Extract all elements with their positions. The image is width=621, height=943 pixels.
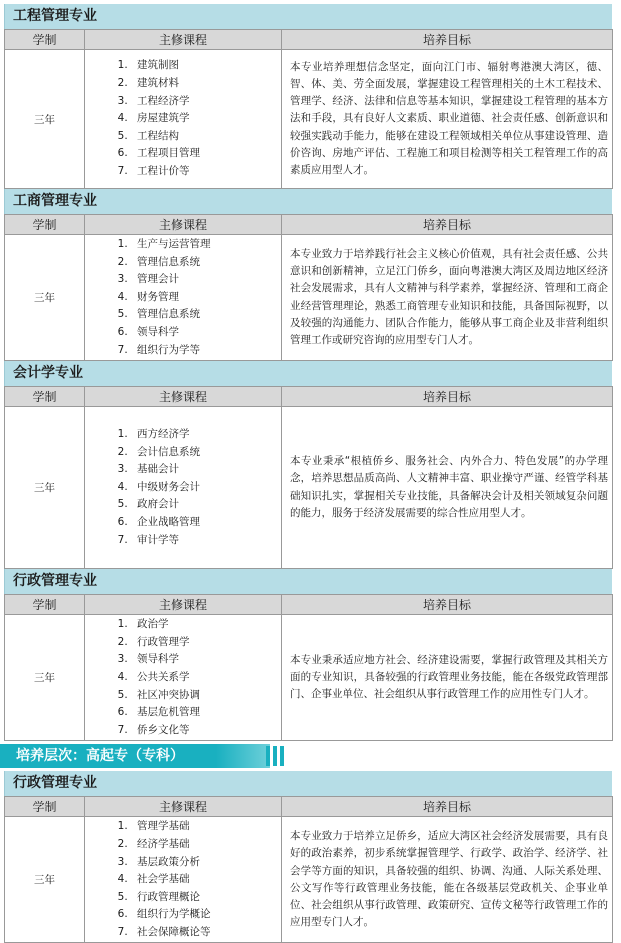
course-item: 6. 领导科学 — [131, 324, 280, 342]
header-goal: 培养目标 — [282, 215, 613, 235]
section-title: 行政管理专业 — [4, 771, 612, 796]
course-item: 5. 工程结构 — [131, 128, 280, 146]
course-item: 4. 公共关系学 — [131, 669, 280, 687]
duration-cell: 三年 — [5, 817, 85, 943]
program-table — [4, 29, 613, 189]
section-title: 工商管理专业 — [4, 189, 612, 214]
header-courses: 主修课程 — [85, 387, 282, 407]
header-duration: 学制 — [5, 215, 85, 235]
program-table — [4, 214, 613, 361]
courses-cell — [85, 50, 282, 189]
header-goal: 培养目标 — [282, 387, 613, 407]
header-courses: 主修课程 — [85, 797, 282, 817]
course-item: 2. 经济学基础 — [131, 836, 280, 854]
course-item: 1. 管理学基础 — [131, 818, 280, 836]
header-row — [5, 595, 613, 615]
course-item: 1. 政治学 — [131, 616, 280, 634]
course-item: 3. 基层政策分析 — [131, 854, 280, 872]
program-table — [4, 796, 613, 943]
header-courses: 主修课程 — [85, 215, 282, 235]
course-item: 1. 生产与运营管理 — [131, 236, 280, 254]
header-row — [5, 387, 613, 407]
course-item: 5. 政府会计 — [131, 496, 280, 514]
courses-cell — [85, 407, 282, 569]
banner-stripes-decoration — [266, 746, 292, 766]
course-item: 7. 审计学等 — [131, 532, 280, 550]
goal-text: 本专业致力于培养践行社会主义核心价值观，具有社会责任感、公共意识和创新精神，立足江门侨乡，面向粤港澳大湾区及周边地区经济社会发展需求，具有人文精神与科学素养，掌握经济、管理和工商企业经营管理理论，熟悉工商管理专业知识和技能，具备国际视野，以及较强的沟通能力、团队合作能力，能够从事工商企业及非营利组织管理工作或研究咨询的应用型专门人才。 — [290, 247, 608, 346]
course-item: 5. 管理信息系统 — [131, 306, 280, 324]
courses-cell — [85, 235, 282, 361]
course-item: 5. 社区冲突协调 — [131, 687, 280, 705]
header-courses: 主修课程 — [85, 30, 282, 50]
course-item: 2. 会计信息系统 — [131, 444, 280, 462]
goal-text: 本专业培养理想信念坚定，面向江门市、辐射粤港澳大湾区，德、智、体、美、劳全面发展，掌握建设工程管理相关的土木工程技术、管理学、经济、法律和信息等基本知识，掌握建设工程管理的基本方法和手段，具有良好人文素质、职业道德、社会责任感、创新意识和较强实践动手能力，能够在建设工程领域相关单位从事建设管理、造价咨询、房地产评估、工程施工和项目检测等相关工程管理工作的高素质应用型人才。 — [290, 60, 608, 176]
header-duration: 学制 — [5, 387, 85, 407]
section-title: 工程管理专业 — [4, 4, 612, 29]
course-item: 4. 房屋建筑学 — [131, 110, 280, 128]
course-item: 6. 组织行为学概论 — [131, 906, 280, 924]
courses-cell — [85, 615, 282, 741]
course-item: 1. 建筑制图 — [131, 57, 280, 75]
course-item: 7. 社会保障概论等 — [131, 924, 280, 942]
course-item: 2. 建筑材料 — [131, 75, 280, 93]
duration-cell: 三年 — [5, 615, 85, 741]
header-row — [5, 30, 613, 50]
header-goal: 培养目标 — [282, 595, 613, 615]
course-item: 7. 侨乡文化等 — [131, 722, 280, 740]
course-item: 4. 财务管理 — [131, 289, 280, 307]
level-banner — [0, 744, 270, 768]
table-row — [5, 615, 613, 741]
page — [4, 4, 612, 943]
course-item: 2. 行政管理学 — [131, 634, 280, 652]
course-item: 4. 中级财务会计 — [131, 479, 280, 497]
course-item: 6. 基层危机管理 — [131, 704, 280, 722]
goal-cell — [282, 407, 613, 569]
courses-cell — [85, 817, 282, 943]
program-table — [4, 386, 613, 569]
goal-text: 本专业致力于培养立足侨乡，适应大湾区社会经济发展需要，具有良好的政治素养，初步系统掌握管理学、行政学、政治学、经济学、社会学等方面的知识，具备较强的组织、协调、沟通、人际关系处理、公文写作等行政管理业务技能，能在各级基层党政机关、企事业单位、社会组织从事行政管理、政策研究、宣传文秘等行政管理工作的应用型专门人才。 — [290, 830, 608, 929]
goal-cell — [282, 50, 613, 189]
course-item: 6. 企业战略管理 — [131, 514, 280, 532]
table-row — [5, 817, 613, 943]
goal-text: 本专业秉承“根植侨乡、服务社会、内外合力、特色发展”的办学理念，培养思想品质高尚、人文精神丰富、职业操守严谨、经管学科基础知识扎实，掌握相关专业技能，具备解决会计及相关领域复杂问题的能力，服务于经济发展需要的综合性应用型人才。 — [290, 455, 608, 519]
header-goal: 培养目标 — [282, 797, 613, 817]
course-item: 4. 社会学基础 — [131, 871, 280, 889]
header-courses: 主修课程 — [85, 595, 282, 615]
level-banner-text: 培养层次：高起专（专科） — [16, 748, 184, 765]
program-table — [4, 594, 613, 741]
course-item: 3. 基础会计 — [131, 461, 280, 479]
duration-cell: 三年 — [5, 235, 85, 361]
table-row — [5, 235, 613, 361]
header-duration: 学制 — [5, 797, 85, 817]
course-item: 3. 管理会计 — [131, 271, 280, 289]
duration-cell: 三年 — [5, 50, 85, 189]
course-item: 5. 行政管理概论 — [131, 889, 280, 907]
course-item: 3. 工程经济学 — [131, 93, 280, 111]
section-title: 会计学专业 — [4, 361, 612, 386]
header-row — [5, 797, 613, 817]
course-item: 6. 工程项目管理 — [131, 145, 280, 163]
header-duration: 学制 — [5, 595, 85, 615]
table-row — [5, 50, 613, 189]
course-item: 2. 管理信息系统 — [131, 254, 280, 272]
table-row — [5, 407, 613, 569]
header-row — [5, 215, 613, 235]
course-item: 3. 领导科学 — [131, 651, 280, 669]
section-title: 行政管理专业 — [4, 569, 612, 594]
duration-cell: 三年 — [5, 407, 85, 569]
course-item: 7. 工程计价等 — [131, 163, 280, 181]
header-duration: 学制 — [5, 30, 85, 50]
goal-text: 本专业秉承适应地方社会、经济建设需要，掌握行政管理及其相关方面的专业知识，具备较强的行政管理业务技能，能在各级党政管理部门、企事业单位、社会组织从事行政管理工作的应用性专门人才。 — [290, 653, 608, 701]
goal-cell — [282, 817, 613, 943]
goal-cell — [282, 235, 613, 361]
goal-cell — [282, 615, 613, 741]
course-item: 7. 组织行为学等 — [131, 342, 280, 360]
header-goal: 培养目标 — [282, 30, 613, 50]
course-item: 1. 西方经济学 — [131, 426, 280, 444]
